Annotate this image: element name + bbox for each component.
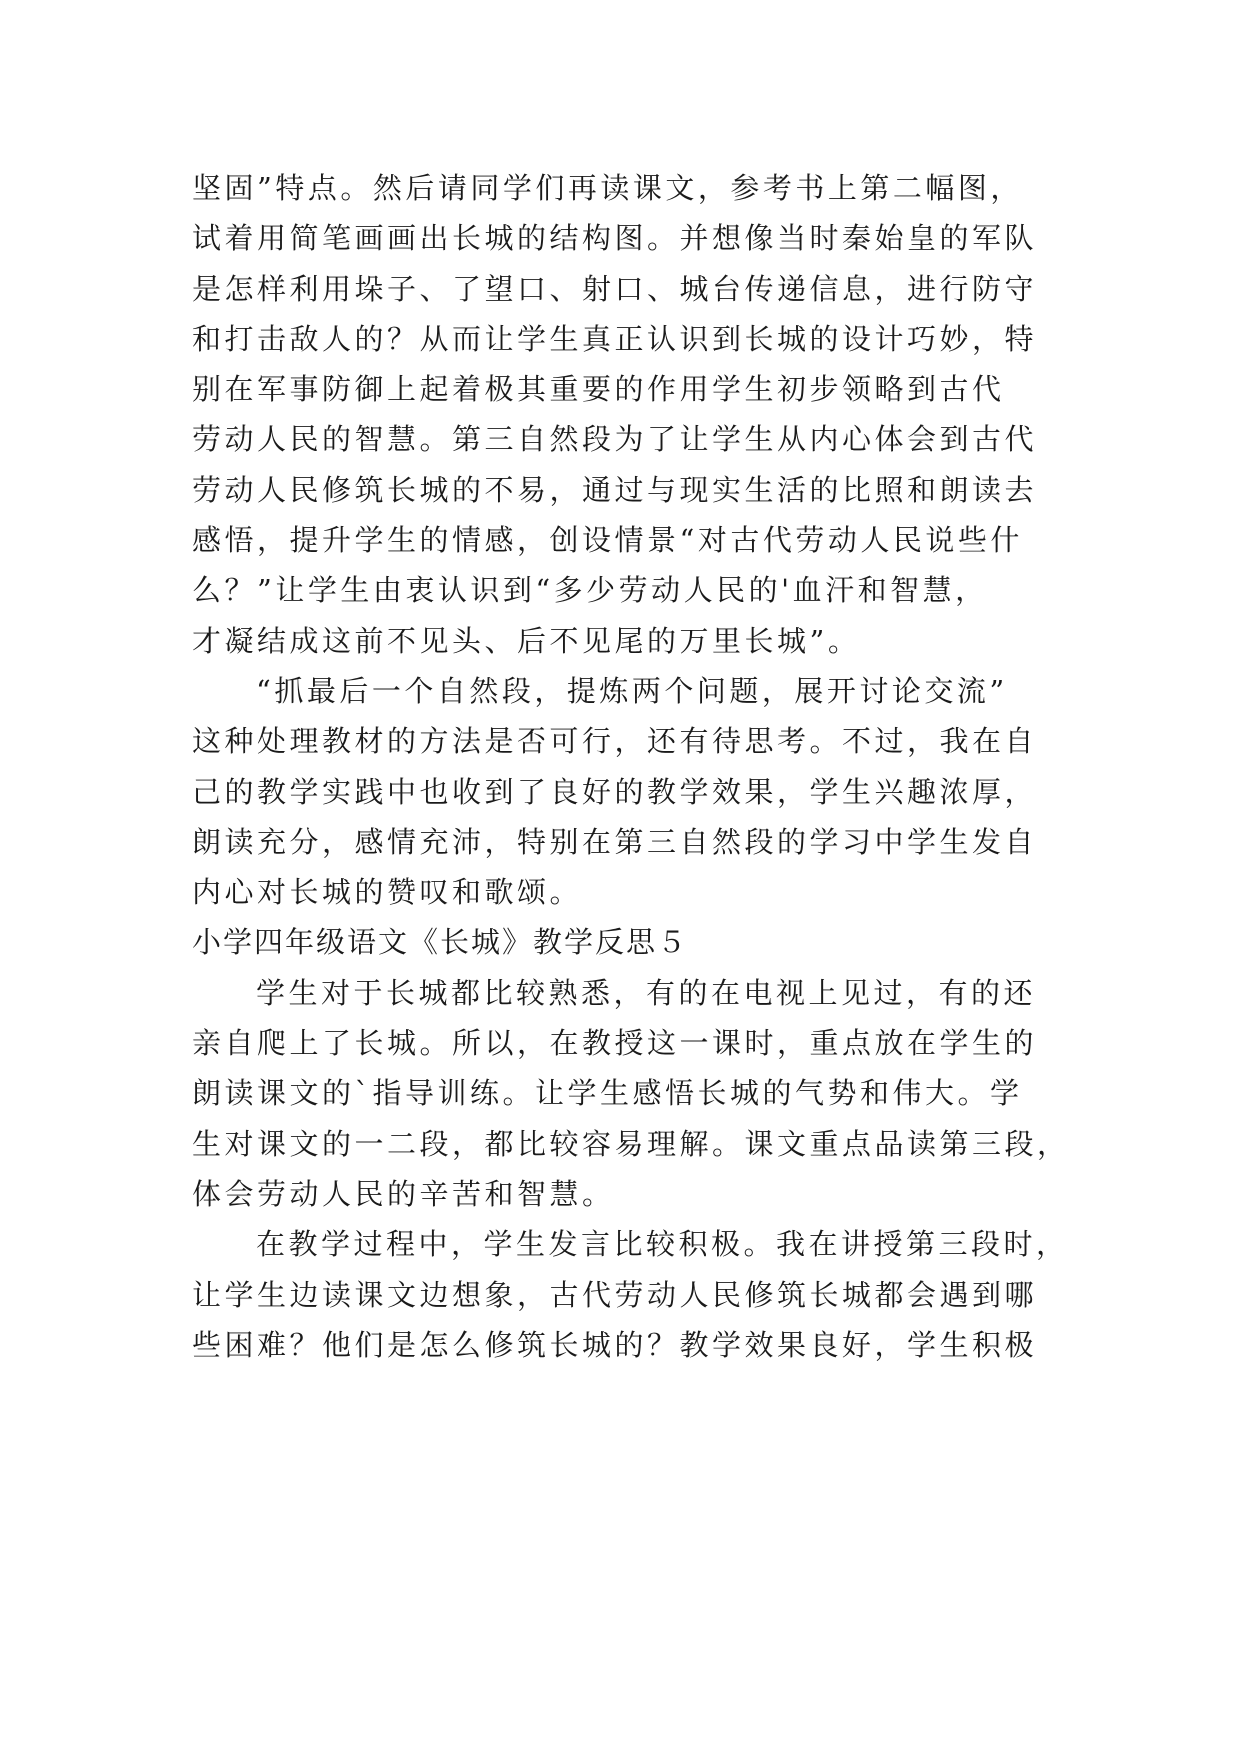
section-heading [192, 917, 1052, 967]
text-line: 是怎样利用垛子、了望口、射口、城台传递信息，进行防守 [192, 271, 1038, 306]
text-line: 和打击敌人的？从而让学生真正认识到长城的设计巧妙，特 [192, 321, 1038, 356]
text-line: 朗读充分，感情充沛，特别在第三自然段的学习中学生发自 [192, 824, 1038, 859]
paragraph-continued [192, 163, 1052, 666]
text-line: “抓最后一个自然段，提炼两个问题，展开讨论交流” [256, 673, 1008, 708]
text-line: 体会劳动人民的辛苦和智慧。 [192, 1176, 615, 1211]
heading-text: 小学四年级语文《长城》教学反思５ [192, 925, 689, 960]
text-line: 别在军事防御上起着极其重要的作用学生初步领略到古代 [192, 372, 1005, 407]
text-line: 劳动人民修筑长城的不易，通过与现实生活的比照和朗读去 [192, 472, 1038, 507]
text-line: 学生对于长城都比较熟悉，有的在电视上见过，有的还 [256, 975, 1037, 1010]
text-line: 让学生边读课文边想象，古代劳动人民修筑长城都会遇到哪 [192, 1277, 1038, 1312]
text-line: 这种处理教材的方法是否可行，还有待思考。不过，我在自 [192, 724, 1038, 759]
paragraph-discussion [192, 666, 1052, 917]
text-line: 在教学过程中，学生发言比较积极。我在讲授第三段时， [256, 1227, 1069, 1262]
text-line: 生对课文的一二段，都比较容易理解。课文重点品读第三段， [192, 1126, 1070, 1161]
text-line: 些困难？他们是怎么修筑长城的？教学效果良好，学生积极 [192, 1327, 1038, 1362]
paragraph-process [192, 1219, 1069, 1370]
text-line: 朗读课文的`指导训练。让学生感悟长城的气势和伟大。学 [192, 1076, 1023, 1111]
text-line: 亲自爬上了长城。所以，在教授这一课时，重点放在学生的 [192, 1026, 1038, 1061]
text-line: 劳动人民的智慧。第三自然段为了让学生从内心体会到古代 [192, 422, 1038, 457]
text-line: 坚固”特点。然后请同学们再读课文，参考书上第二幅图， [192, 171, 1023, 205]
text-line: 才凝结成这前不见头、后不见尾的万里长城”。 [192, 623, 861, 658]
document-page [192, 163, 1070, 1370]
text-line: 内心对长城的赞叹和歌颂。 [192, 875, 583, 910]
paragraph-intro [192, 968, 1070, 1219]
text-line: 么？”让学生由衷认识到“多少劳动人民的'血汗和智慧， [192, 573, 988, 608]
text-line: 己的教学实践中也收到了良好的教学效果，学生兴趣浓厚， [192, 774, 1038, 809]
text-line: 试着用简笔画画出长城的结构图。并想像当时秦始皇的军队 [192, 221, 1038, 256]
text-line: 感悟，提升学生的情感，创设情景“对古代劳动人民说些什 [192, 523, 1023, 558]
